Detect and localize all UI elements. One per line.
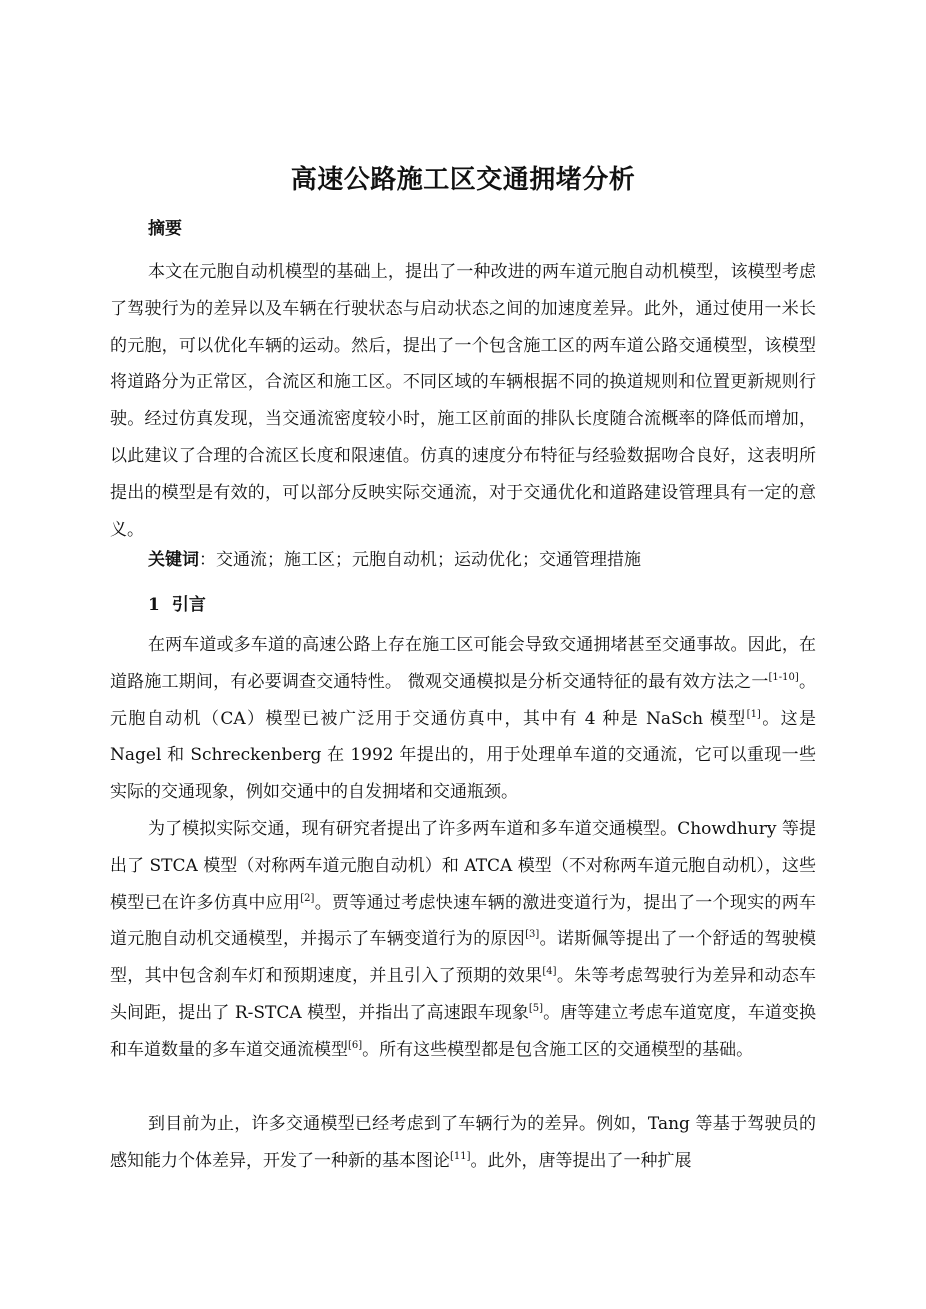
citation-ref: [1] [746, 708, 761, 720]
intro-p2-text-2: 。贾等通过考虑快速车辆的激进变道行为，提出了一个现实的两车道元胞自动机交通模型，并揭示了车辆变道行为的原因 [110, 892, 817, 950]
keywords-line [148, 545, 816, 575]
intro-p1-text-1: 在两车道或多车道的高速公路上存在施工区可能会导致交通拥堵甚至交通事故。因此，在道路施工期间，有必要调查交通特性。 微观交通模拟是分析交通特征的最有效方法之一 [110, 635, 816, 692]
section-heading-introduction [148, 590, 206, 620]
paper-title: 高速公路施工区交通拥堵分析 [290, 165, 636, 195]
intro-p2-text-6: 。所有这些模型都是包含施工区的交通模型的基础。 [362, 1039, 754, 1060]
abstract-heading: 摘要 [148, 219, 182, 239]
citation-ref: [11] [450, 1150, 471, 1162]
intro-p2-text-3: 。诺斯佩等提出了一个舒适的驾驶模型，其中包含刹车灯和预期速度，并且引入了预期的效果 [110, 929, 817, 987]
intro-p2-text-4: 。朱等考虑驾驶行为差异和动态车头间距，提出了 R-STCA 模型，并指出了高速跟车现象 [110, 966, 817, 1023]
intro-paragraph-2 [110, 811, 816, 1069]
intro-p2-text-1: 为了模拟实际交通，现有研究者提出了许多两车道和多车道交通模型。Chowdhury 等提出了 STCA 模型（对称两车道元胞自动机）和 ATCA 模型（不对称两车道元胞自动机），这些模型已在许多仿真中应用 [110, 819, 816, 913]
abstract-body: 本文在元胞自动机模型的基础上，提出了一种改进的两车道元胞自动机模型，该模型考虑了驾驶行为的差异以及车辆在行驶状态与启动状态之间的加速度差异。此外，通过使用一米长的元胞，可以优化车辆的运动。然后，提出了一个包含施工区的两车道公路交通模型，该模型将道路分为正常区，合流区和施工区。不同区域的车辆根据不同的换道规则和位置更新规则行驶。经过仿真发现，当交通流密度较小时，施工区前面的排队长度随合流概率的降低而增加，以此建议了合理的合流区长度和限速值。仿真的速度分布特征与经验数据吻合良好，这表明所提出的模型是有效的，可以部分反映实际交通流，对于交通优化和道路建设管理具有一定的意义。 [110, 262, 816, 540]
intro-p1-text-3: 。这是 Nagel 和 Schreckenberg 在 1992 年提出的，用于处理单车道的交通流，它可以重现一些实际的交通现象，例如交通中的自发拥堵和交通瓶颈。 [110, 708, 817, 803]
intro-p1-text-2: 。 元胞自动机（CA）模型已被广泛用于交通仿真中，其中有 4 种是 NaSch 模型 [110, 671, 816, 729]
section-number: 1 [148, 595, 160, 615]
keywords-label: 关键词 [148, 550, 199, 570]
section-title: 引言 [171, 595, 206, 615]
keywords-separator: ： [199, 550, 216, 570]
intro-paragraph-1 [110, 627, 816, 811]
citation-ref: [5] [528, 1002, 544, 1014]
citation-ref: [4] [542, 966, 557, 978]
citation-ref: [3] [525, 929, 540, 941]
intro-p3-text-1: 到目前为止，许多交通模型已经考虑到了车辆行为的差异。例如，Tang 等基于驾驶员的感知能力个体差异，开发了一种新的基本图论 [110, 1114, 816, 1171]
intro-p2-text-5: 。唐等建立考虑车道宽度，车道变换和车道数量的多车道交通流模型 [110, 1002, 817, 1060]
citation-ref: [1-10] [768, 671, 799, 683]
intro-p3-text-2: 。此外，唐等提出了一种扩展 [470, 1150, 692, 1171]
intro-paragraph-3 [110, 1106, 816, 1180]
citation-ref: [2] [300, 892, 315, 904]
keywords-list: 交通流；施工区；元胞自动机；运动优化；交通管理措施 [216, 550, 641, 570]
citation-ref: [6] [348, 1039, 363, 1051]
